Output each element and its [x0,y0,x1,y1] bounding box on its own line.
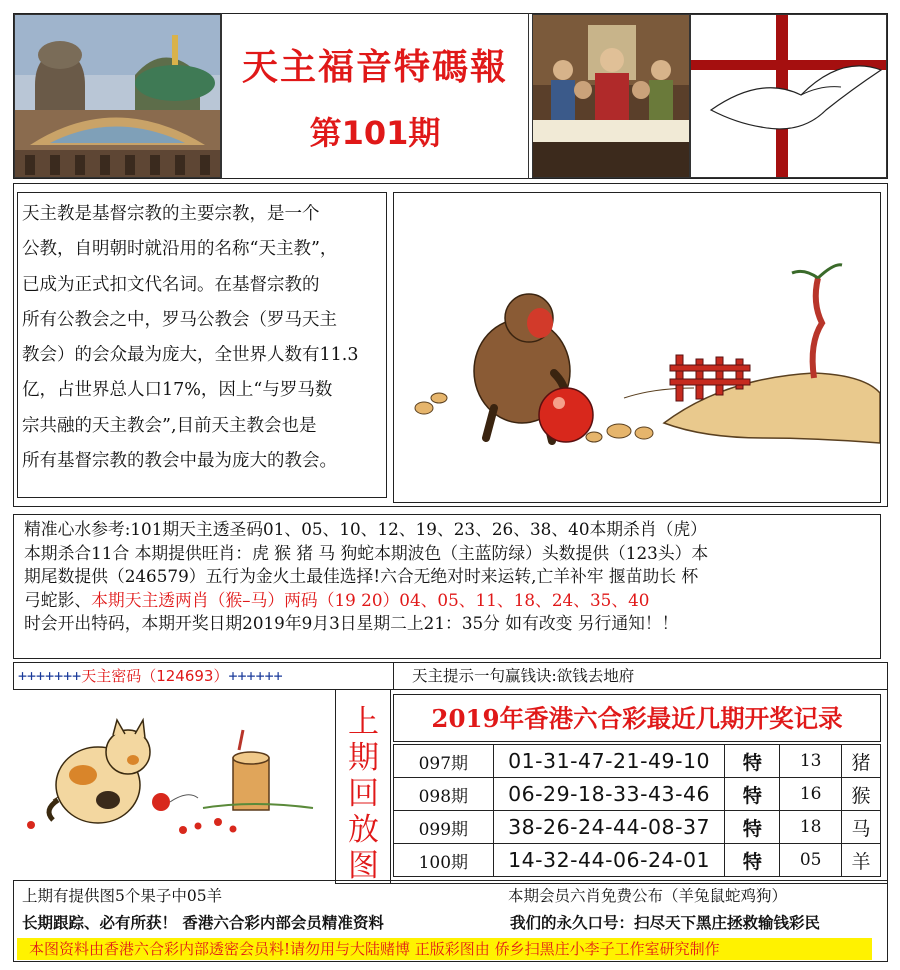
intro-line: 亿，占世界总人口17%，因上“与罗马数 [22,380,333,401]
numbers-cell: 38-26-24-44-08-37 [493,811,725,844]
reference-line: 期尾数提供（246579）五行为金火土最佳选择!六合无绝对时来运转,亡羊补牢 揠苗助长 杯 [24,566,699,586]
reference-highlight: 本期天主透两肖（猴–马）两码（19 20）04、05、11、18、24、35、40 [91,589,650,610]
footer-disclaimer: 本图资料由香港六合彩内部透密会员料!请勿用与大陆赌博 正版彩图由 侨乡扫黑庄小李子工作室研究制作 [17,938,872,960]
intro-line: 所有基督宗教的教会中最为庞大的教会。 [22,451,337,472]
lottery-records-table [393,744,881,877]
issue-cell: 098期 [394,778,494,811]
special-number: 16 [780,778,842,811]
reference-line [24,589,870,613]
issue-number: 第101期 [309,114,441,152]
reference-line: 精准心水参考:101期天主透圣码01、05、10、12、19、23、26、38、40本期杀肖（虎） [24,519,707,539]
special-label: 特 [725,844,780,877]
secret-prefix: +++++++ [18,667,82,685]
last-supper-image [532,14,690,178]
reference-line: 本期杀合11合 本期提供旺肖：虎 猴 猪 马 狗蛇本期波色（主蓝防绿）头数提供（123头）本 [24,542,709,563]
numbers-cell: 06-29-18-33-43-46 [493,778,725,811]
zodiac-cell: 羊 [842,844,881,877]
table-row [394,745,881,778]
review-char: 上 [348,704,379,740]
reference-text: 弓蛇影、 [24,589,92,610]
review-char: 图 [348,848,379,884]
footer-member-zodiacs: 本期会员六肖免费公布（羊兔鼠蛇鸡狗） [508,887,788,905]
reference-panel [13,514,881,659]
intro-line: 已成为正式扣文代名词。在基督宗教的 [22,274,320,295]
special-label: 特 [725,778,780,811]
cross-dove-image [690,14,887,178]
special-number: 13 [780,745,842,778]
special-number: 05 [780,844,842,877]
intro-line: 公教，自明朝时就沿用的名称“天主教”， [22,239,338,260]
cathedral-image [14,14,221,178]
cat-illustration [13,690,336,884]
zodiac-cell: 猴 [842,778,881,811]
title-panel [221,13,529,179]
footer-last-issue: 上期有提供图5个果子中05羊 [22,887,223,905]
zodiac-cell: 猪 [842,745,881,778]
intro-paragraph [17,192,387,498]
reference-line: 时会开出特码，本期开奖日期2019年9月3日星期二上21：35分 如有改变 另行通知！！ [24,613,679,633]
intro-line: 宗共融的天主教会”,目前天主教会也是 [22,415,317,436]
secret-code-row [13,662,393,690]
winning-tip: 天主提示一句赢钱诀:欲钱去地府 [393,662,888,690]
footer-motto: 我们的永久口号：扫尽天下黑庄拯救输钱彩民 [510,914,821,932]
special-label: 特 [725,745,780,778]
last-issue-review-label [336,690,391,884]
issue-cell: 100期 [394,844,494,877]
table-row [394,811,881,844]
intro-line: 天主教是基督宗教的主要宗教，是一个 [22,204,320,224]
numbers-cell: 01-31-47-21-49-10 [493,745,725,778]
review-char: 放 [348,812,379,848]
special-number: 18 [780,811,842,844]
monkey-illustration [393,192,881,503]
intro-line: 教会）的会众最为庞大，全世界人数有11.3 [22,345,359,366]
table-row [394,844,881,877]
newspaper-title: 天主福音特碼報 [241,47,508,88]
secret-code: 天主密码（124693） [81,667,229,685]
zodiac-cell: 马 [842,811,881,844]
intro-line: 所有公教会之中，罗马公教会（罗马天主 [22,309,337,330]
footer-slogan: 长期跟踪、必有所获！ 香港六合彩内部会员精准资料 [22,914,384,932]
records-title: 2019年香港六合彩最近几期开奖记录 [393,694,881,742]
secret-suffix: ++++++ [228,667,283,685]
issue-cell: 097期 [394,745,494,778]
review-char: 回 [348,776,379,812]
issue-cell: 099期 [394,811,494,844]
numbers-cell: 14-32-44-06-24-01 [493,844,725,877]
table-row [394,778,881,811]
special-label: 特 [725,811,780,844]
review-char: 期 [348,740,379,776]
